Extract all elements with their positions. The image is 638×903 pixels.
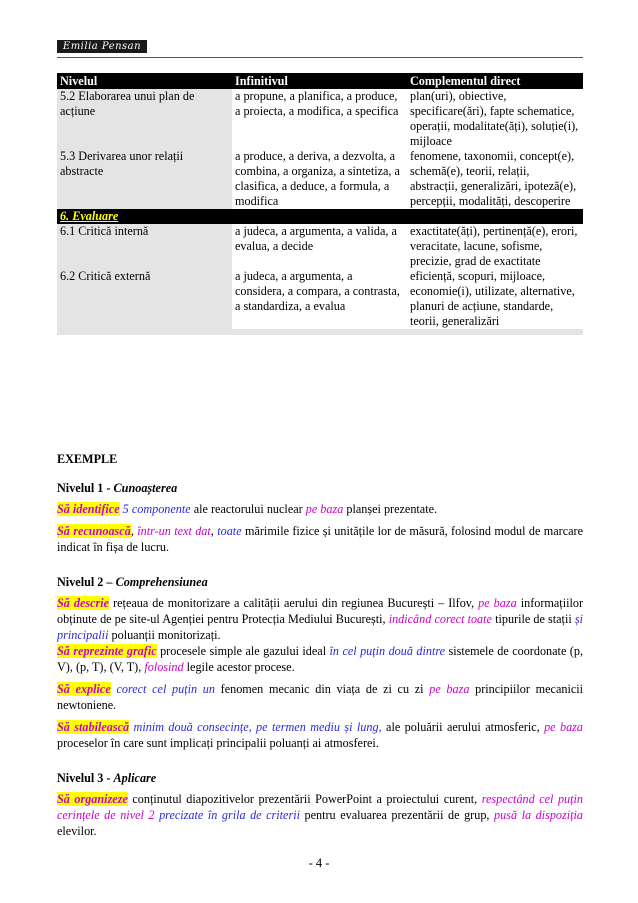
example-2-1: Să descrie rețeaua de monitorizare a calității aerului din regiunea București – Ilfov, pe baza informațiilor obținute de pe site-ul Agenției pentru Protecția Mediului București, indicând corect toate tipurile de stații și principalii poluanții monitorizați. [57,596,584,642]
infinitive-cell: a produce, a deriva, a dezvolta, a combina, a organiza, a sintetiza, a clasifica, a deduce, a formula, a modifica [232,149,407,209]
example-2-2: Să reprezinte grafic procesele simple ale gazului ideal în cel puțin două dintre sistemele de coordonate (p, V), (p, T), (V, T), folosind legile acestor procese. [57,644,583,674]
section-row [57,209,583,224]
section-cell [57,209,232,224]
section-title: 6. Evaluare [60,209,119,223]
table-bottom-shade [57,329,583,335]
examples-title: EXEMPLE [57,452,118,466]
example-2-4: Să stabilească minim două consecințe, pe termen mediu și lung, ale poluării aerului atmosferic, pe baza proceselor în care sunt implicați principalii poluanți ai atmosferei. [57,720,584,750]
header-complement: Complementul direct [407,73,583,89]
infinitive-cell: a judeca, a argumenta, a considera, a compara, a contrasta, a standardiza, a evalua [232,269,407,329]
complement-cell: eficiență, scopuri, mijloace, economie(i), utilizate, alternative, planuri de acțiune, standarde, teorii, generalizări [407,269,583,329]
complement-cell: plan(uri), obiective, specificare(ări), fapte schematice, operații, modalitate(ăți), soluție(i), mijloace [407,89,583,149]
page-number: - 4 - [308,856,330,870]
header-nivelul: Nivelul [57,73,232,89]
table-row [57,269,583,329]
level-cell: 6.2 Critică externă [57,269,232,329]
table-row [57,224,583,269]
infinitive-cell: a judeca, a argumenta, a valida, a evalua, a decide [232,224,407,269]
infinitive-cell: a propune, a planifica, a produce, a proiecta, a modifica, a specifica [232,89,407,149]
level-3-heading: Nivelul 3 - Aplicare [57,771,157,785]
header-rule [57,57,583,58]
example-1-1: Să identifice 5 componente ale reactorului nuclear pe baza planșei prezentate. [57,502,438,516]
level-cell: 5.2 Elaborarea unui plan de acțiune [57,89,232,149]
header-infinitivul: Infinitivul [232,73,407,89]
level-cell: 5.3 Derivarea unor relații abstracte [57,149,232,209]
level-cell: 6.1 Critică internă [57,224,232,269]
example-1-2: Să recunoască, într-un text dat, toate mărimile fizice și unitățile lor de măsură, folosind modul de marcare indicat în fișa de lucru. [57,524,584,554]
table-row [57,89,583,149]
taxonomy-table [57,73,583,335]
example-3-1: Să organizeze conținutul diapozitivelor prezentării PowerPoint a proiectului curent, respectând cel puțin cerințele de nivel 2 precizate în grila de criterii pentru evaluarea prezentării de grup, pusă la dispoziția elevilor. [57,792,583,838]
table-header-row [57,73,583,89]
table-row [57,149,583,209]
author-logo: Emilia Pensan [57,40,147,53]
level-2-heading: Nivelul 2 – Comprehensiunea [57,575,208,589]
complement-cell: exactitate(ăți), pertinență(e), erori, veracitate, lacune, sofisme, precizie, grad de exactitate [407,224,583,269]
level-1-heading: Nivelul 1 - Cunoașterea [57,481,178,495]
example-2-3: Să explice corect cel puțin un fenomen mecanic din viața de zi cu zi pe baza principiilor mecanicii newtoniene. [57,682,584,712]
complement-cell: fenomene, taxonomii, concept(e), schemă(e), teorii, relații, abstracții, generalizări, ipoteză(e), percepții, modalități, descoperire [407,149,583,209]
examples-section [57,451,583,839]
